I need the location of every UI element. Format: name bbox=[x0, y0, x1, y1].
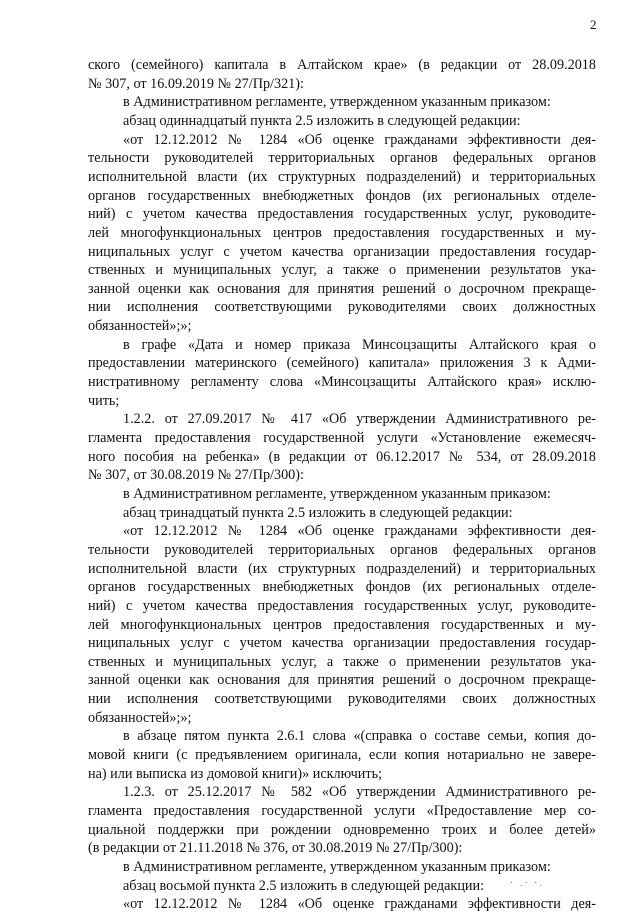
text-line: занной оценки как основания для принятия решений о досрочном прекраще- bbox=[88, 280, 596, 297]
text-line: чить; bbox=[88, 392, 120, 409]
scan-specks: · .· ·. bbox=[510, 878, 544, 889]
text-line: на) или выписка из домовой книги)» исключить; bbox=[88, 765, 383, 782]
text-line: ственных и муниципальных услуг, а также о применении результатов ука- bbox=[88, 262, 596, 279]
text-line: (в редакции от 21.11.2018 № 376, от 30.08.2019 № 27/Пр/300): bbox=[88, 840, 463, 857]
text-line: ного пособия на ребенка» (в редакции от 06.12.2017 № 534, от 28.09.2018 bbox=[88, 448, 596, 465]
text-line: тельности руководителей территориальных органов федеральных органов bbox=[88, 150, 596, 167]
text-line: исполнительной власти (их структурных подразделений) и территориальных bbox=[88, 168, 596, 185]
text-line: исполнительной власти (их структурных подразделений) и территориальных bbox=[88, 560, 596, 577]
text-line: в графе «Дата и номер приказа Минсоцзащиты Алтайского края о bbox=[123, 336, 596, 353]
text-line: ниципальных услуг с учетом качества организации предоставления государ- bbox=[88, 635, 596, 652]
text-line: в Административном регламенте, утвержденном указанным приказом: bbox=[123, 858, 551, 875]
text-line: органов государственных внебюджетных фондов (их региональных отделе- bbox=[88, 579, 596, 596]
text-line: 1.2.2. от 27.09.2017 № 417 «Об утверждении Административного ре- bbox=[123, 411, 596, 428]
text-line: обязанностей»;»; bbox=[88, 709, 192, 726]
text-line: органов государственных внебюджетных фондов (их региональных отделе- bbox=[88, 187, 596, 204]
text-line: абзац восьмой пункта 2.5 изложить в следующей редакции: bbox=[123, 877, 485, 894]
text-line: «от 12.12.2012 № 1284 «Об оценке гражданами эффективности дея- bbox=[123, 523, 596, 540]
text-line: тельности руководителей территориальных органов федеральных органов bbox=[88, 541, 596, 558]
text-line: нистративному регламенту слова «Минсоцзащиты Алтайского края» исклю- bbox=[88, 374, 596, 391]
text-line: в Административном регламенте, утвержденном указанным приказом: bbox=[123, 485, 551, 502]
text-line: в Административном регламенте, утвержденном указанным приказом: bbox=[123, 94, 551, 111]
text-line: обязанностей»;»; bbox=[88, 318, 192, 335]
text-line: ний) с учетом качества предоставления государственных услуг, руководите- bbox=[88, 597, 596, 614]
text-line: нии исполнения соответствующими руководителями своих должностных bbox=[88, 691, 596, 708]
text-line: нии исполнения соответствующими руководителями своих должностных bbox=[88, 299, 596, 316]
text-line: ского (семейного) капитала в Алтайском крае» (в редакции от 28.09.2018 bbox=[88, 57, 596, 73]
text-line: ний) с учетом качества предоставления государственных услуг, руководите- bbox=[88, 206, 596, 223]
text-line: ственных и муниципальных услуг, а также о применении результатов ука- bbox=[88, 653, 596, 670]
text-line: занной оценки как основания для принятия решений о досрочном прекраще- bbox=[88, 672, 596, 689]
text-line: лей многофункциональных центров предоставления государственных и му- bbox=[88, 616, 596, 633]
text-line: абзац одиннадцатый пункта 2.5 изложить в следующей редакции: bbox=[123, 112, 521, 129]
text-line: ниципальных услуг с учетом качества организации предоставления государ- bbox=[88, 243, 596, 260]
text-line: «от 12.12.2012 № 1284 «Об оценке гражданами эффективности дея- bbox=[123, 896, 596, 913]
text-line: «от 12.12.2012 № 1284 «Об оценке гражданами эффективности дея- bbox=[123, 131, 596, 148]
text-line: 1.2.3. от 25.12.2017 № 582 «Об утверждении Административного ре- bbox=[123, 784, 596, 801]
text-line: мовой книги (с предъявлением оригинала, если копия нотариально не завере- bbox=[88, 747, 596, 764]
text-line: № 307, от 16.09.2019 № 27/Пр/321): bbox=[88, 75, 304, 92]
text-line: лей многофункциональных центров предоставления государственных и му- bbox=[88, 224, 596, 241]
text-line: гламента предоставления государственной услуги «Предоставление мер со- bbox=[88, 803, 596, 819]
text-line: абзац тринадцатый пункта 2.5 изложить в следующей редакции: bbox=[123, 504, 513, 521]
text-line: в абзаце пятом пункта 2.6.1 слова «(справка о составе семьи, копия до- bbox=[123, 728, 596, 745]
page-number: 2 bbox=[590, 17, 597, 32]
text-line: циальной поддержки при рождении одновременно троих и более детей» bbox=[88, 821, 596, 838]
text-line: гламента предоставления государственной услуги «Установление ежемесяч- bbox=[88, 430, 596, 446]
text-line: предоставлении материнского (семейного) капитала» приложения 3 к Адми- bbox=[88, 355, 596, 372]
text-line: № 307, от 30.08.2019 № 27/Пр/300): bbox=[88, 467, 304, 484]
